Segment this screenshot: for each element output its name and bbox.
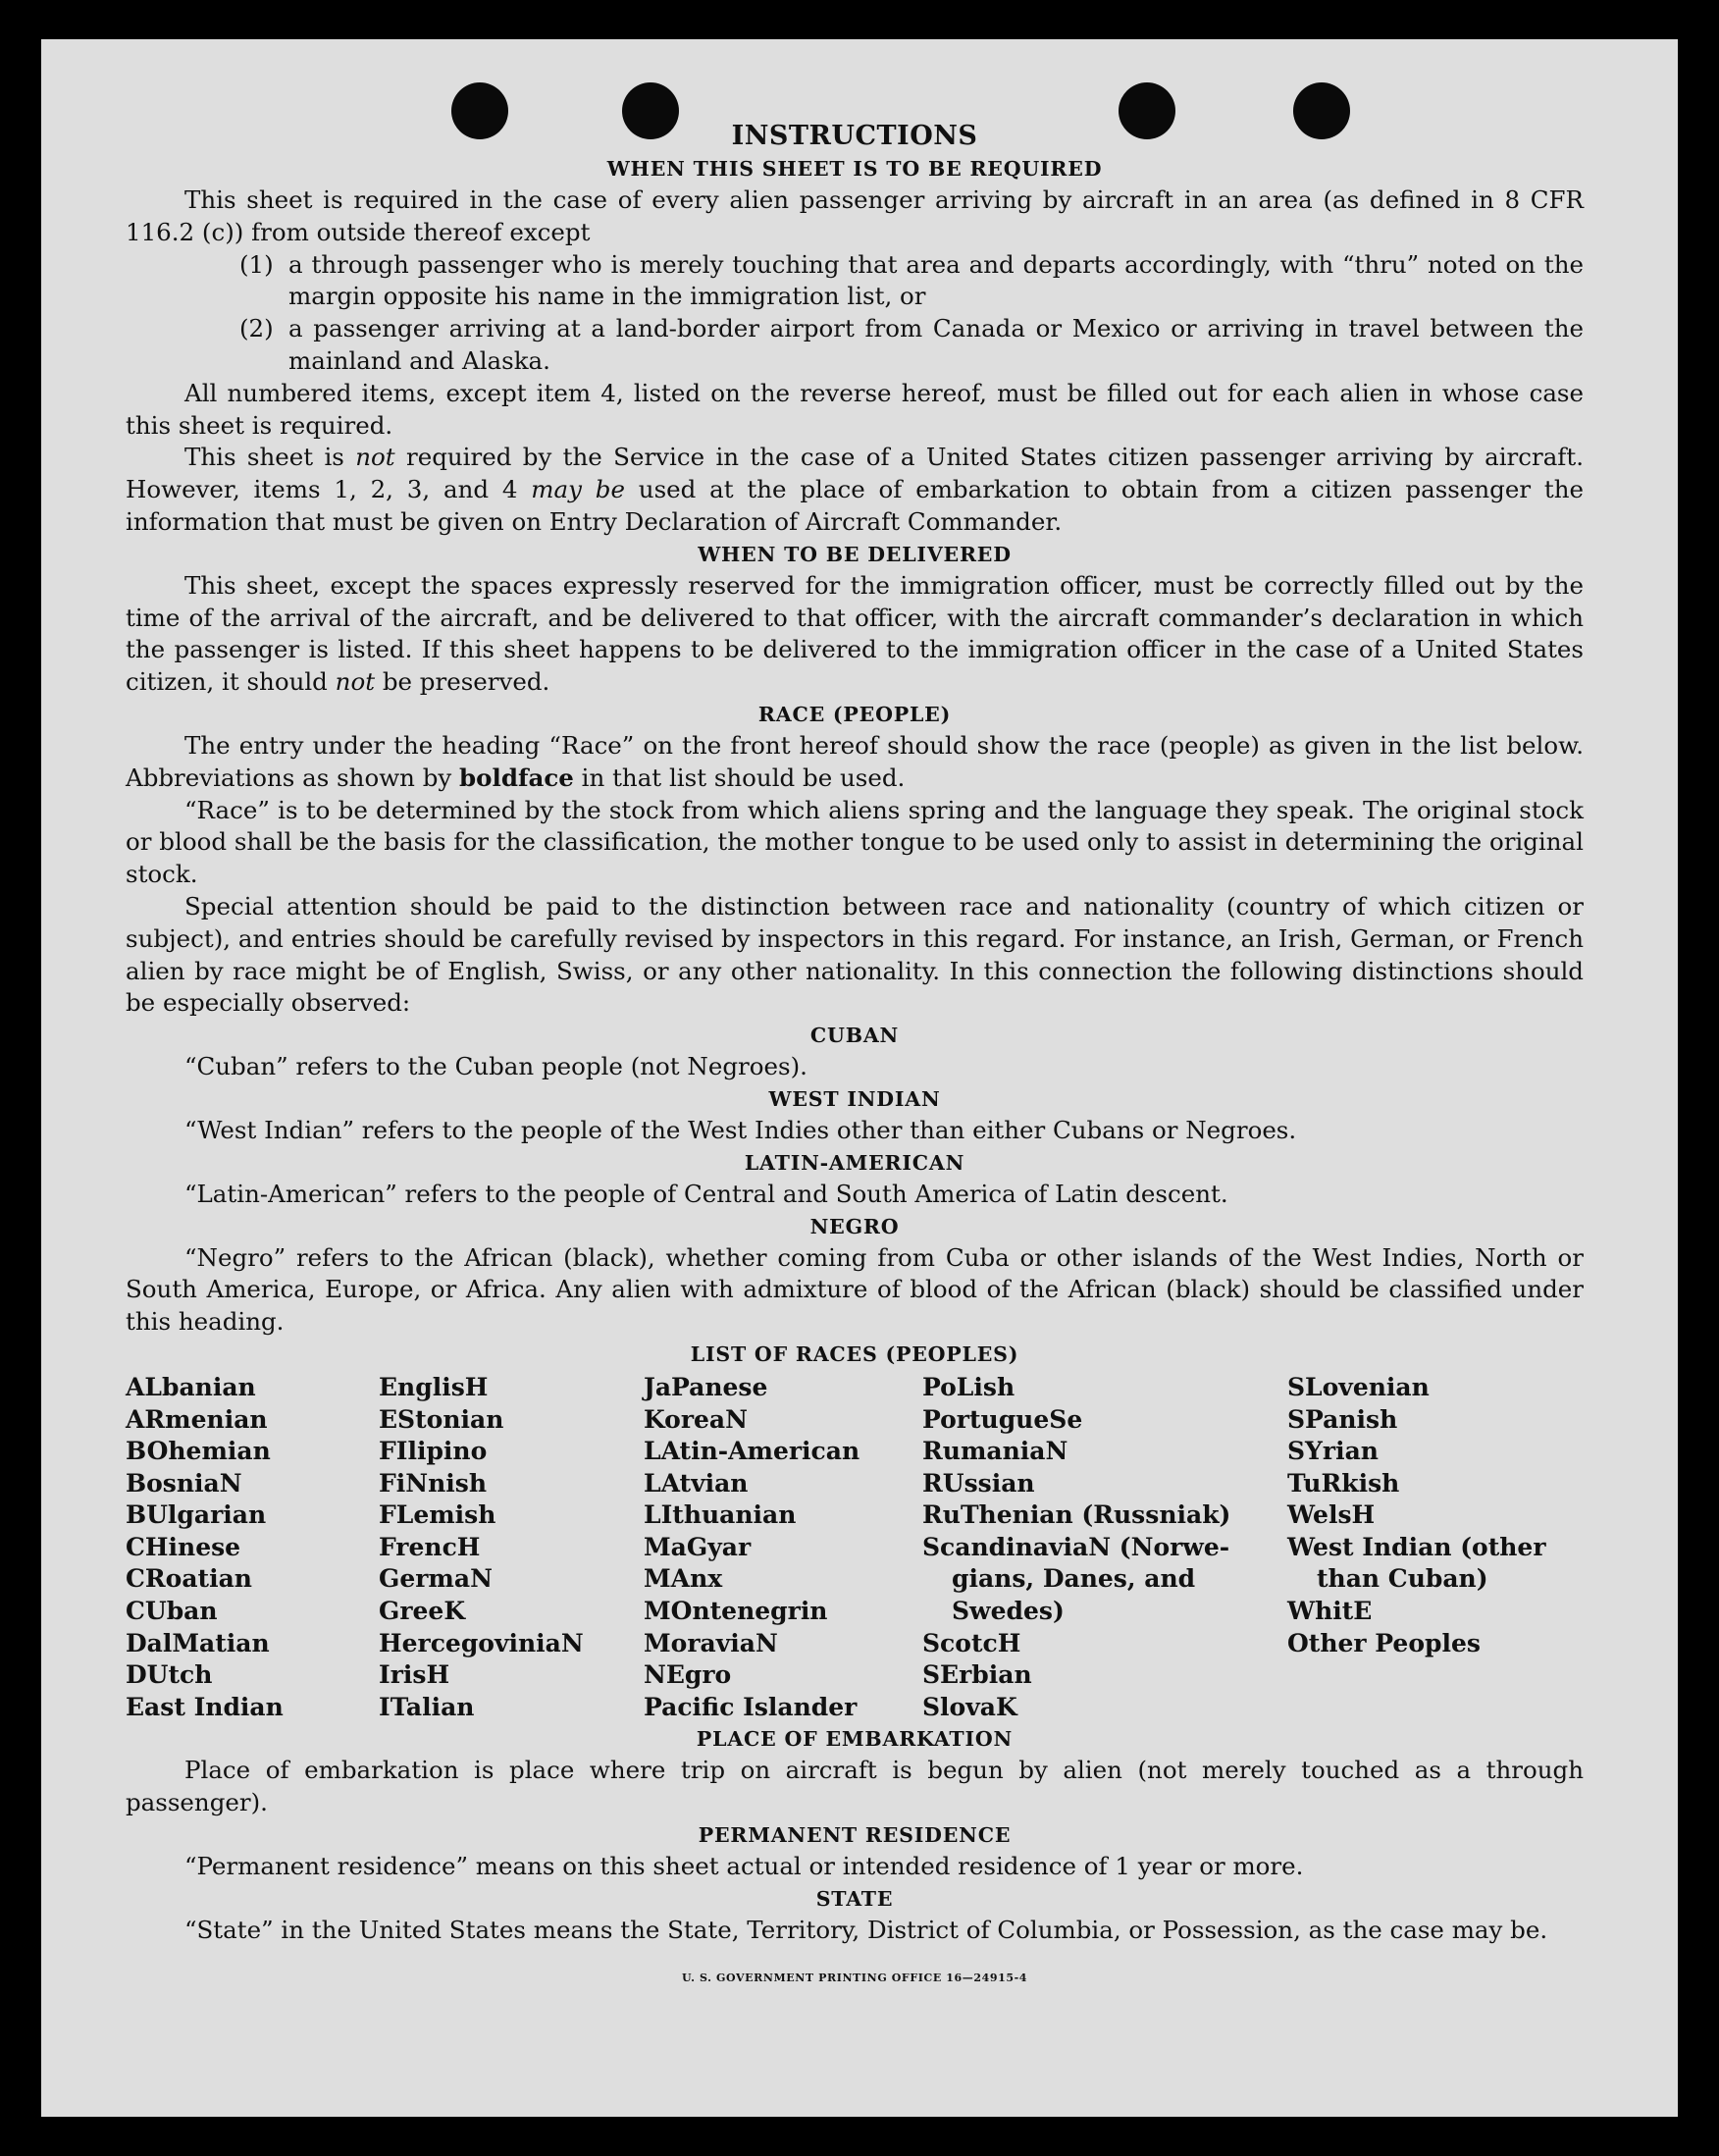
instructions-text: [126, 120, 1584, 1994]
race-entry: JaPanese: [644, 1372, 768, 1401]
races-column: [379, 1372, 644, 1724]
heading-latin-american: LATIN-AMERICAN: [744, 1150, 965, 1175]
race-entry: DalMatian: [126, 1628, 270, 1657]
heading-when-delivered: WHEN TO BE DELIVERED: [698, 542, 1012, 566]
heading-state: STATE: [815, 1886, 894, 1911]
race-entry: SErbian: [922, 1660, 1032, 1690]
race-entry: MAnx: [644, 1564, 723, 1594]
race-entry: GreeK: [379, 1597, 466, 1626]
paragraph: This sheet is required in the case of every alien passenger arriving by aircraft in an area (as defined in 8 CFR 116.2 (c)) from outside thereof except: [126, 185, 1584, 246]
race-entry: EStonian: [379, 1404, 504, 1434]
race-entry: FLemish: [379, 1500, 496, 1530]
paragraph: “State” in the United States means the State, Territory, District of Columbia, or Possession, as the case may be.: [184, 1915, 1548, 1944]
paragraph: The entry under the heading “Race” on the front hereof should show the race (people) as given in the list below. Abbreviations as shown by boldface in that list should be used.: [126, 730, 1584, 792]
list-item: [126, 313, 1584, 378]
heading-race: RACE (PEOPLE): [757, 702, 952, 726]
race-entry: RUssian: [922, 1468, 1035, 1498]
paragraph: “Latin-American” refers to the people of Central and South America of Latin descent.: [184, 1179, 1228, 1208]
paragraph: “Permanent residence” means on this sheet actual or intended residence of 1 year or more.: [184, 1852, 1304, 1881]
race-entry: LIthuanian: [644, 1500, 797, 1530]
race-entry: GermaN: [379, 1564, 493, 1594]
race-entry: CRoatian: [126, 1564, 252, 1594]
races-table: [126, 1372, 1584, 1724]
paragraph: “West Indian” refers to the people of the West Indies other than either Cubans or Negroes.: [184, 1115, 1297, 1144]
race-entry: ITalian: [379, 1692, 475, 1721]
race-entry: Other Peoples: [1287, 1628, 1481, 1657]
race-entry: EnglisH: [379, 1372, 489, 1401]
heading-when-required: WHEN THIS SHEET IS TO BE REQUIRED: [606, 157, 1103, 181]
race-entry: SLovenian: [1287, 1372, 1430, 1401]
race-entry: LAtvian: [644, 1468, 749, 1498]
race-entry: RumaniaN: [922, 1437, 1068, 1466]
item-text: a passenger arriving at a land-border airport from Canada or Mexico or arriving in travel between the mainland and Alaska.: [288, 314, 1584, 375]
race-entry: KoreaN: [644, 1404, 748, 1434]
heading-permanent-residence: PERMANENT RESIDENCE: [698, 1823, 1012, 1848]
races-column: [644, 1372, 922, 1724]
race-entry: BosniaN: [126, 1468, 242, 1498]
race-entry: HercegoviniaN: [379, 1628, 584, 1657]
race-entry: SYrian: [1287, 1437, 1379, 1466]
item-number: (2): [239, 314, 274, 343]
race-entry: FIlipino: [379, 1437, 488, 1466]
race-entry: CUban: [126, 1597, 218, 1626]
heading-embarkation: PLACE OF EMBARKATION: [696, 1727, 1014, 1752]
race-entry: ALbanian: [126, 1372, 256, 1401]
heading-west-indian: WEST INDIAN: [768, 1086, 941, 1111]
race-entry: LAtin-American: [644, 1437, 860, 1466]
paragraph: “Negro” refers to the African (black), whether coming from Cuba or other islands of the West Indies, North or South America, Europe, or Africa. Any alien with admixture of blood of the African (black) should be classified under this heading.: [126, 1242, 1584, 1337]
race-entry: SPanish: [1287, 1404, 1398, 1434]
race-entry: TuRkish: [1287, 1468, 1400, 1498]
paragraph: This sheet, except the spaces expressly reserved for the immigration officer, must be correctly filled out by the time of the arrival of the aircraft, and be delivered to that officer, with the aircraft commander’s declaration in which the passenger is listed. If this sheet happens to be delivered to the immigration officer in the case of a United States citizen, it should not be preserved.: [126, 570, 1584, 697]
race-entry: West Indian (other: [1287, 1532, 1546, 1561]
paragraph: Place of embarkation is place where trip on aircraft is begun by alien (not merely touched as a through passenger).: [126, 1756, 1584, 1817]
race-entry: East Indian: [126, 1692, 284, 1721]
paragraph: This sheet is not required by the Service in the case of a United States citizen passenger arriving by aircraft. However, items 1, 2, 3, and 4 may be used at the place of embarkation to obtain from a citizen passenger the information that must be given on Entry Declaration of Aircraft Commander.: [126, 443, 1585, 536]
paragraph: All numbered items, except item 4, listed on the reverse hereof, must be filled out for each alien in whose case this sheet is required.: [126, 378, 1584, 440]
document-page: [41, 39, 1678, 2117]
item-text: a through passenger who is merely touching that area and departs accordingly, with “thru” noted on the margin opposite his name in the immigration list, or: [288, 249, 1584, 311]
race-entry: MOntenegrin: [644, 1597, 828, 1626]
race-entry: BUlgarian: [126, 1500, 267, 1530]
printing-office-footer: U. S. GOVERNMENT PRINTING OFFICE 16—24915-4: [681, 1971, 1028, 1984]
item-number: (1): [239, 249, 274, 279]
race-entry: MoraviaN: [644, 1628, 778, 1657]
race-entry: FrencH: [379, 1532, 481, 1561]
races-column: [1287, 1372, 1584, 1724]
list-item: [126, 249, 1584, 314]
race-entry: CHinese: [126, 1532, 241, 1561]
race-entry: than Cuban): [1317, 1564, 1488, 1594]
races-column: [922, 1372, 1287, 1724]
paragraph: “Cuban” refers to the Cuban people (not Negroes).: [184, 1052, 807, 1081]
race-entry: MaGyar: [644, 1532, 752, 1561]
race-entry: Swedes): [952, 1597, 1065, 1626]
page-title: INSTRUCTIONS: [731, 121, 978, 151]
race-entry: WelsH: [1287, 1500, 1376, 1530]
race-entry: Pacific Islander: [644, 1692, 858, 1721]
heading-negro: NEGRO: [809, 1214, 900, 1238]
race-entry: NEgro: [644, 1660, 732, 1690]
race-entry: PoLish: [922, 1372, 1016, 1401]
race-entry: IrisH: [379, 1660, 450, 1690]
races-column: [126, 1372, 379, 1724]
race-entry: ScandinaviaN (Norwe-: [922, 1532, 1230, 1561]
race-entry: WhitE: [1287, 1597, 1373, 1626]
heading-list-of-races: LIST OF RACES (PEOPLES): [690, 1341, 1019, 1366]
race-entry: SlovaK: [922, 1692, 1017, 1721]
race-entry: gians, Danes, and: [952, 1564, 1196, 1594]
race-entry: FiNnish: [379, 1468, 488, 1498]
race-entry: ScotcH: [922, 1628, 1021, 1657]
paragraph: “Race” is to be determined by the stock from which aliens spring and the language they speak. The original stock or blood shall be the basis for the classification, the mother tongue to be used only to assist in determining the original stock.: [126, 795, 1584, 889]
race-entry: BOhemian: [126, 1437, 271, 1466]
race-entry: PortugueSe: [922, 1404, 1083, 1434]
race-entry: DUtch: [126, 1660, 213, 1690]
paragraph: Special attention should be paid to the distinction between race and nationality (country of which citizen or subject), and entries should be carefully revised by inspectors in this regard. For instance, an Irish, German, or French alien by race might be of English, Swiss, or any other nationality. In this connection the following distinctions should be especially observed:: [126, 891, 1584, 1018]
heading-cuban: CUBAN: [809, 1024, 900, 1048]
race-entry: ARmenian: [126, 1404, 268, 1434]
race-entry: RuThenian (Russniak): [922, 1500, 1231, 1530]
